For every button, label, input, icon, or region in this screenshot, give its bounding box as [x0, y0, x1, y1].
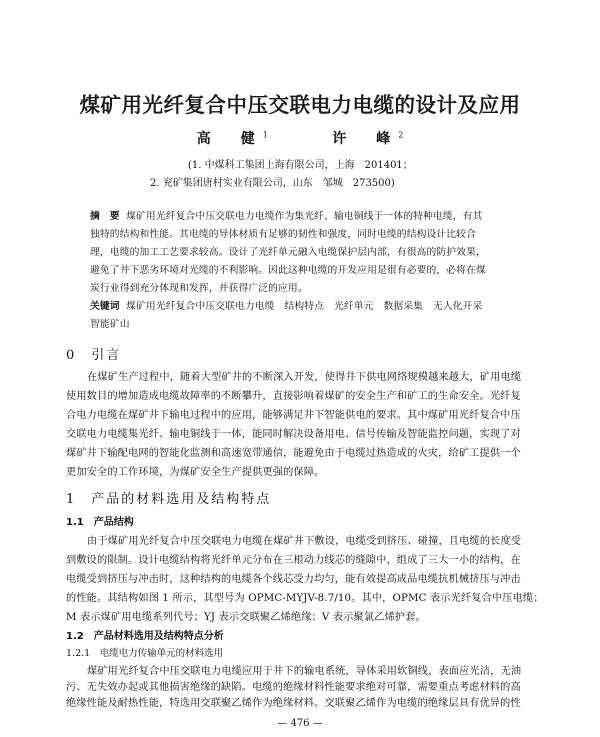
- abstract-label: 摘 要: [90, 211, 120, 222]
- abstract-line: 理，电缆的加工工艺要求较高。设计了光纤单元融入电缆保护层内部，有很高的防护效果，: [90, 247, 486, 258]
- abstract-line: 避免了井下恶劣环境对光缆的不利影响。因此这种电缆的开发应用是很有必要的，必将在煤: [90, 265, 486, 276]
- body-line: 电缆受到挤压与冲击时，这种结构的电缆各个线芯受力均匀，能有效提高成品电缆抗机械挤压与冲击: [66, 574, 521, 585]
- author-line: [0, 128, 600, 148]
- body-line: 煤矿井下输配电网的智能化监测和高速宽带通信，能避免由于电缆过热造成的火灾，给矿工提供一个: [66, 448, 521, 459]
- body-line: 合电力电缆在煤矿井下输电过程中的应用，能够满足井下智能供电的要求。其中煤矿用光纤复合中压: [66, 410, 521, 421]
- body-line: 污、无失效办起或其他损害绝缘的缺陷。电缆的绝缘材料性能要求绝对可靠，需要重点考虑材料的高: [66, 682, 521, 693]
- abstract-line: 炭行业得到充分体现和发挥，并获得广泛的应用。: [90, 283, 308, 294]
- body-line: 交联电力电缆集光纤、输电铜线于一体，能同时解决设备用电、信号传输及智能监控问题，实现了对: [66, 429, 521, 440]
- author-name: 许 峰: [332, 131, 399, 147]
- body-line: 由于煤矿用光纤复合中压交联电力电缆在煤矿井下敷设，电缆受到挤压、碰撞，且电缆的长度受: [87, 536, 522, 547]
- body-line: 在煤矿生产过程中，随着大型矿井的不断深入开发，使得井下供电网络规模越来越大，矿用电缆: [87, 372, 522, 383]
- body-line: 到敷设的限制。设计电缆结构将光纤单元分布在三根动力线芯的缝隙中，组成了三大一小的结构，在: [66, 555, 521, 566]
- affiliation-mark: 2: [398, 130, 404, 140]
- affiliation-line: 2. 兖矿集团唐村实业有限公司，山东 邹城 273500): [150, 178, 395, 189]
- body-line: 更加安全的工作环境，为煤矿安全生产提供更强的保障。: [66, 467, 325, 478]
- author-name: 高 健: [196, 131, 263, 147]
- subsection-heading: 1.1 产品结构: [66, 517, 134, 528]
- keywords-line: 智能矿山: [90, 319, 130, 330]
- keywords-label: 关键词: [90, 301, 120, 312]
- keywords-text: 煤矿用光纤复合中压交联电力电缆 结构特点 光纤单元 数据采集 无人化开采: [126, 301, 483, 312]
- keywords-line: [90, 298, 482, 312]
- subsection-heading: 1.2 产品材料选用及结构特点分析: [66, 631, 224, 642]
- body-line: 绝缘性能及耐热性能，特选用交联聚乙烯作为绝缘材料。交联聚乙烯作为电缆的绝缘层具有优异的性: [66, 698, 521, 709]
- page-number: — 476 —: [277, 718, 323, 729]
- body-line: M 表示煤矿用电缆系列代号；YJ 表示交联聚乙烯绝缘；V 表示聚氯乙烯护套。: [66, 612, 426, 623]
- abstract-text: 煤矿用光纤复合中压交联电力电缆作为集光纤、输电铜线于一体的特种电缆，有其: [126, 211, 483, 222]
- subsubsection-heading: 1.2.1 电缆电力传输单元的材料选用: [66, 648, 224, 659]
- abstract-line: 独特的结构和性能。其电缆的导体材质有足够的韧性和强度，同时电缆的结构设计比较合: [90, 229, 476, 240]
- body-line: 使用数目的增加造成电缆故障率的不断攀升，直接影响着煤矿的安全生产和矿工的生命安全。光纤复: [66, 391, 521, 402]
- affiliation-mark: 1: [262, 130, 268, 140]
- section-heading: 1 产品的材料选用及结构特点: [66, 492, 272, 507]
- section-heading: 0 引言: [66, 348, 122, 363]
- affiliation-line: (1. 中煤科工集团上海有限公司，上海 201401；: [188, 160, 413, 171]
- body-line: 煤矿用光纤复合中压交联电力电缆应用于井下的输电系统，导体采用软铜线，表面应光洁，无油: [87, 666, 522, 677]
- abstract-line: [90, 208, 482, 222]
- body-line: 的性能。其结构如图 1 所示，其型号为 OPMC-MYJV-8.7/10。其中，OPMC 表示光纤复合中压电缆；: [66, 593, 544, 604]
- paper-title: 煤矿用光纤复合中压交联电力电缆的设计及应用: [79, 93, 521, 117]
